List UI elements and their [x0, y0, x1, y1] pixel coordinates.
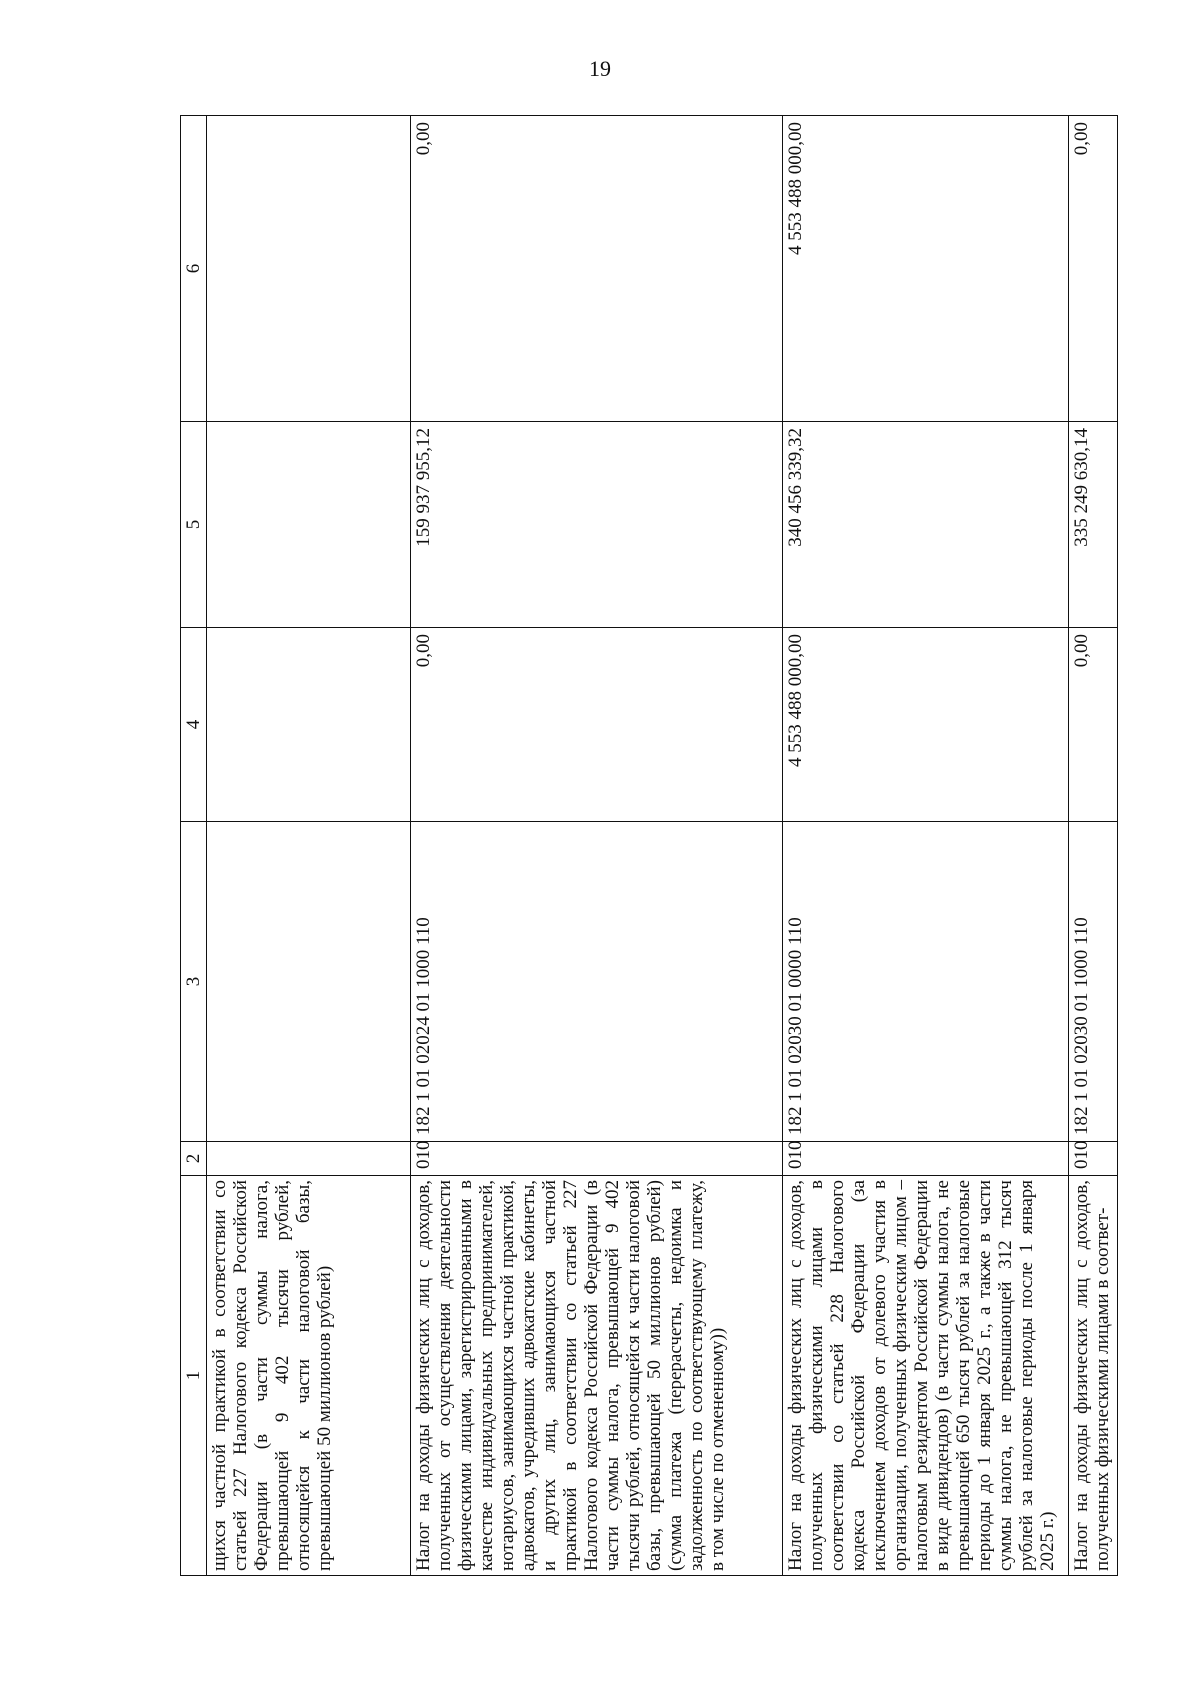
- row-col6-amount: 0,00: [1069, 116, 1118, 422]
- row-line-code: [207, 1142, 411, 1176]
- column-header-4: 4: [181, 628, 207, 822]
- column-header-5: 5: [181, 422, 207, 628]
- column-header-2: 2: [181, 1142, 207, 1176]
- row-col5-amount: 335 249 630,14: [1069, 422, 1118, 628]
- page-number: 19: [589, 56, 611, 81]
- row-line-code: 010: [783, 1142, 1069, 1176]
- row-col6-amount: 0,00: [411, 116, 783, 422]
- row-kbk-code: 182 1 01 02030 01 1000 110: [1069, 822, 1118, 1142]
- row-description: Налог на доходы физических лиц с доходов, полученных физическими лицами в соответ-: [1069, 1176, 1118, 1576]
- row-col4-amount: [207, 628, 411, 822]
- table-row: [207, 116, 411, 1576]
- row-description: Налог на доходы физических лиц с доходов, полученных от осуществления деятельности физическими лицами, зарегистрированными в качестве индивидуальных предпринимателей, нотариусов, занимающихся частной практикой, адвокатов, учредивших адвокатские кабинеты, и других лиц, занимающихся частной практикой в соответствии со статьей 227 Налогового кодекса Российской Федерации (в части суммы налога, превышающей 9 402 тысячи рублей, относящейся к части налоговой базы, превышающей 50 миллионов рублей) (сумма платежа (перерасчеты, недоимка и задолженность по соответствующему платежу, в том числе по отмененному)): [411, 1176, 783, 1576]
- row-col4-amount: 0,00: [1069, 628, 1118, 822]
- row-kbk-code: [207, 822, 411, 1142]
- row-col4-amount: 0,00: [411, 628, 783, 822]
- row-col4-amount: 4 553 488 000,00: [783, 628, 1069, 822]
- rotated-table-container: [180, 116, 1118, 1576]
- row-col6-amount: [207, 116, 411, 422]
- row-description: щихся частной практикой в соответствии со статьей 227 Налогового кодекса Российской Федерации (в части суммы налога, превышающей 9 402 тысячи рублей, относящейся к части налоговой базы, превышающей 50 миллионов рублей): [207, 1176, 411, 1576]
- row-line-code: 010: [1069, 1142, 1118, 1176]
- column-header-1: 1: [181, 1176, 207, 1576]
- row-col6-amount: 4 553 488 000,00: [783, 116, 1069, 422]
- table-row: [1069, 116, 1118, 1576]
- table-row: [783, 116, 1069, 1576]
- column-header-6: 6: [181, 116, 207, 422]
- row-col5-amount: 340 456 339,32: [783, 422, 1069, 628]
- row-col5-amount: [207, 422, 411, 628]
- row-kbk-code: 182 1 01 02030 01 0000 110: [783, 822, 1069, 1142]
- table-row: [411, 116, 783, 1576]
- row-col5-amount: 159 937 955,12: [411, 422, 783, 628]
- row-description: Налог на доходы физических лиц с доходов, полученных физическими лицами в соответствии со статьей 228 Налогового кодекса Российской Федерации (за исключением доходов от долевого участия в организации, полученных физическим лицом – налоговым резидентом Российской Федерации в виде дивидендов) (в части суммы налога, не превышающей 650 тысяч рублей за налоговые периоды до 1 января 2025 г., а также в части суммы налога, не превышающей 312 тысяч рублей за налоговые периоды после 1 января 2025 г.): [783, 1176, 1069, 1576]
- header-row: [181, 116, 207, 1576]
- column-header-3: 3: [181, 822, 207, 1142]
- row-kbk-code: 182 1 01 02024 01 1000 110: [411, 822, 783, 1142]
- budget-table: [180, 115, 1118, 1576]
- row-line-code: 010: [411, 1142, 783, 1176]
